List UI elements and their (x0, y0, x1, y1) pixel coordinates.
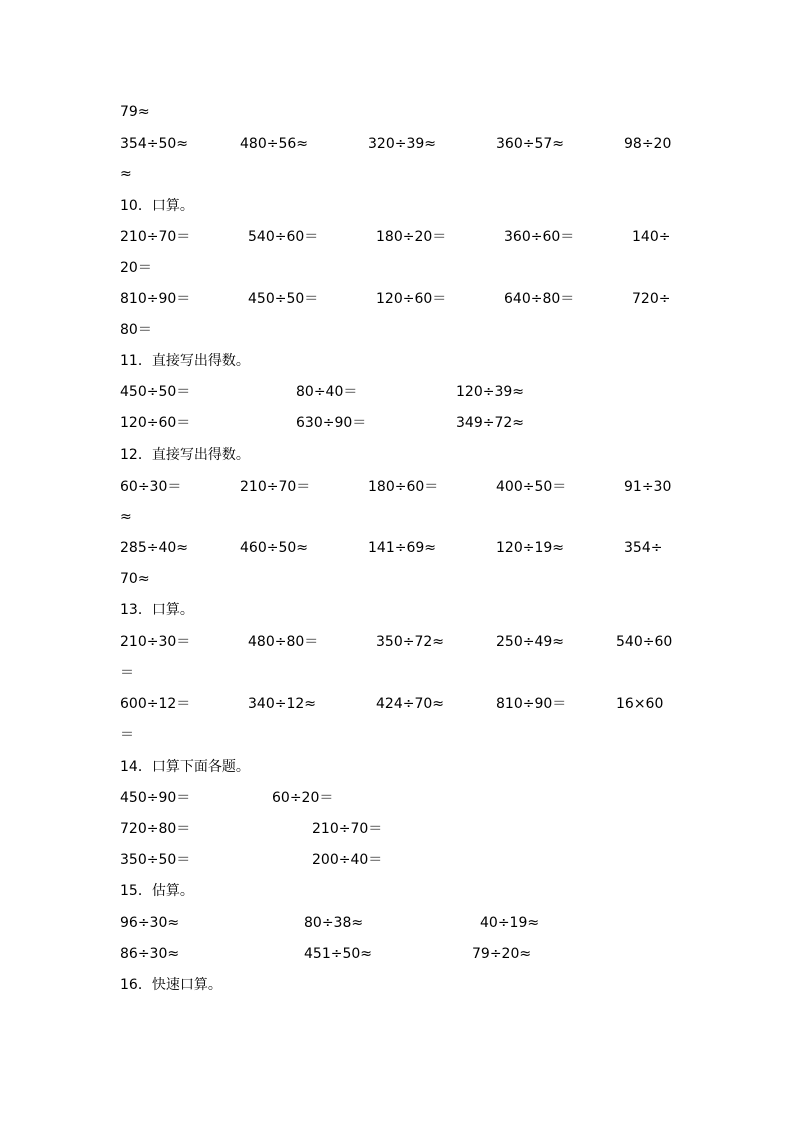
expression-continuation: 80＝ (120, 322, 152, 338)
expression: 451÷50≈ (304, 946, 372, 962)
expression: 210÷70＝ (120, 229, 191, 245)
expression: 120÷60＝ (120, 415, 191, 431)
expression: 120÷19≈ (496, 540, 564, 556)
expression: 480÷80＝ (248, 634, 319, 650)
expression: 600÷12＝ (120, 696, 191, 712)
expression: 540÷60＝ (248, 229, 319, 245)
expression-continuation: ＝ (120, 727, 134, 743)
expression: 400÷50＝ (496, 479, 567, 495)
expression: 450÷90＝ (120, 790, 191, 806)
expression: 86÷30≈ (120, 946, 180, 962)
expression: 180÷60＝ (368, 479, 439, 495)
expression: 460÷50≈ (240, 540, 308, 556)
question-heading: 11．直接写出得数。 (120, 353, 250, 369)
expression: 350÷50＝ (120, 852, 191, 868)
expression: 424÷70≈ (376, 696, 444, 712)
expression: 40÷19≈ (480, 915, 540, 931)
question-heading: 14．口算下面各题。 (120, 759, 250, 775)
expression: 80÷40＝ (296, 384, 358, 400)
expression: 79≈ (120, 104, 150, 120)
expression: 340÷12≈ (248, 696, 316, 712)
expression: 450÷50＝ (248, 291, 319, 307)
expression: 285÷40≈ (120, 540, 188, 556)
expression: 80÷38≈ (304, 915, 364, 931)
expression: 720÷ (632, 291, 671, 307)
expression: 96÷30≈ (120, 915, 180, 931)
expression: 16×60 (616, 696, 664, 712)
question-heading: 10．口算。 (120, 198, 194, 214)
expression-continuation: ≈ (120, 166, 132, 182)
expression: 120÷39≈ (456, 384, 524, 400)
expression: 640÷80＝ (504, 291, 575, 307)
expression: 210÷30＝ (120, 634, 191, 650)
expression: 98÷20 (624, 136, 672, 152)
expression: 720÷80＝ (120, 821, 191, 837)
expression: 120÷60＝ (376, 291, 447, 307)
expression: 630÷90＝ (296, 415, 367, 431)
question-heading: 13．口算。 (120, 602, 194, 618)
expression: 360÷60＝ (504, 229, 575, 245)
expression-continuation: 20＝ (120, 260, 152, 276)
expression: 349÷72≈ (456, 415, 524, 431)
expression: 354÷50≈ (120, 136, 188, 152)
expression: 140÷ (632, 229, 671, 245)
expression-continuation: ＝ (120, 665, 134, 681)
expression: 91÷30 (624, 479, 672, 495)
expression: 354÷ (624, 540, 663, 556)
question-heading: 15．估算。 (120, 883, 194, 899)
expression: 200÷40＝ (312, 852, 383, 868)
expression: 250÷49≈ (496, 634, 564, 650)
expression: 210÷70＝ (312, 821, 383, 837)
expression: 450÷50＝ (120, 384, 191, 400)
expression: 79÷20≈ (472, 946, 532, 962)
question-heading: 12．直接写出得数。 (120, 447, 250, 463)
question-heading: 16．快速口算。 (120, 977, 222, 993)
expression: 360÷57≈ (496, 136, 564, 152)
expression: 180÷20＝ (376, 229, 447, 245)
expression: 320÷39≈ (368, 136, 436, 152)
expression: 60÷20＝ (272, 790, 334, 806)
expression: 60÷30＝ (120, 479, 182, 495)
expression: 810÷90＝ (496, 696, 567, 712)
expression: 350÷72≈ (376, 634, 444, 650)
expression: 141÷69≈ (368, 540, 436, 556)
expression: 480÷56≈ (240, 136, 308, 152)
expression-continuation: ≈ (120, 509, 132, 525)
expression: 210÷70＝ (240, 479, 311, 495)
expression: 540÷60 (616, 634, 673, 650)
expression-continuation: 70≈ (120, 571, 150, 587)
expression: 810÷90＝ (120, 291, 191, 307)
